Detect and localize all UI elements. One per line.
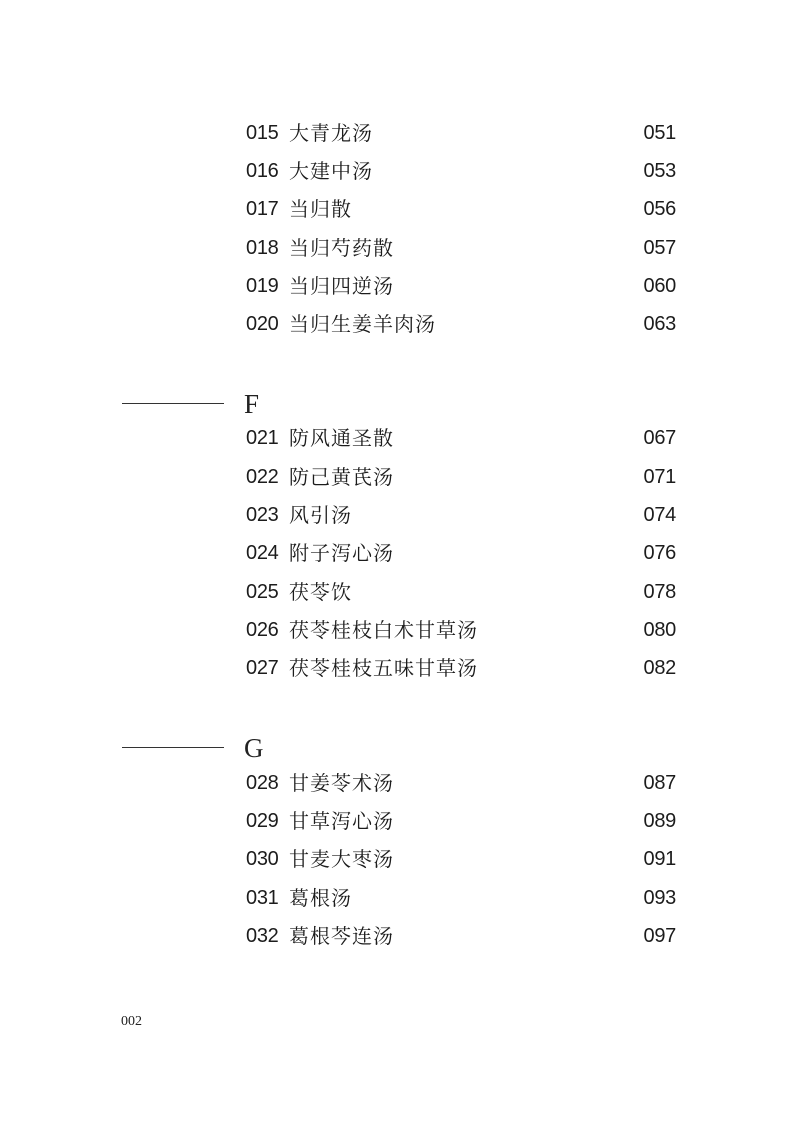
entry-title: 当归散 — [289, 197, 352, 221]
entry-number: 015 — [246, 122, 279, 144]
entry-page: 097 — [643, 925, 676, 947]
entry-title: 风引汤 — [289, 503, 352, 527]
entry-title: 大青龙汤 — [289, 121, 373, 145]
entry-page: 093 — [643, 887, 676, 909]
entry-page: 091 — [643, 848, 676, 870]
entry-title: 附子泻心汤 — [289, 541, 394, 565]
entry-number: 028 — [246, 772, 279, 794]
entry-page: 076 — [643, 542, 676, 564]
entry-page: 051 — [643, 122, 676, 144]
toc-entry[interactable] — [244, 267, 676, 305]
entry-title: 防己黄芪汤 — [289, 465, 394, 489]
entry-page: 071 — [643, 466, 676, 488]
entry-page: 053 — [643, 160, 676, 182]
toc-entry[interactable] — [244, 534, 676, 572]
toc-entry[interactable] — [244, 152, 676, 190]
toc-entry[interactable] — [244, 114, 676, 152]
entry-number: 019 — [246, 275, 279, 297]
entry-number: 024 — [246, 542, 279, 564]
entry-title: 甘麦大枣汤 — [289, 847, 394, 871]
entry-page: 089 — [643, 810, 676, 832]
entry-page: 063 — [643, 313, 676, 335]
toc-entry[interactable] — [244, 879, 676, 917]
entry-title: 当归芍药散 — [289, 236, 394, 260]
toc-entry[interactable] — [244, 573, 676, 611]
section-letter: G — [244, 733, 264, 763]
entry-title: 大建中汤 — [289, 159, 373, 183]
entry-title: 茯苓桂枝白术甘草汤 — [289, 618, 478, 642]
toc-entry[interactable] — [244, 764, 676, 802]
toc-entry[interactable] — [244, 840, 676, 878]
entry-number: 032 — [246, 925, 279, 947]
toc-entry[interactable] — [244, 305, 676, 343]
entry-number: 016 — [246, 160, 279, 182]
toc-entry[interactable] — [244, 229, 676, 267]
toc-entry[interactable] — [244, 496, 676, 534]
entry-page: 074 — [643, 504, 676, 526]
entry-page: 087 — [643, 772, 676, 794]
section-letter: F — [244, 389, 260, 419]
entry-page: 056 — [643, 198, 676, 220]
entry-title: 葛根芩连汤 — [289, 924, 394, 948]
entry-number: 020 — [246, 313, 279, 335]
section-divider-rule — [122, 747, 224, 748]
entry-page: 060 — [643, 275, 676, 297]
entry-number: 021 — [246, 427, 279, 449]
entry-page: 057 — [643, 237, 676, 259]
entry-title: 防风通圣散 — [289, 426, 394, 450]
entry-title: 茯苓桂枝五味甘草汤 — [289, 656, 478, 680]
entry-title: 当归四逆汤 — [289, 274, 394, 298]
entry-page: 067 — [643, 427, 676, 449]
entry-number: 022 — [246, 466, 279, 488]
entry-page: 078 — [643, 581, 676, 603]
entry-number: 026 — [246, 619, 279, 641]
entry-number: 027 — [246, 657, 279, 679]
toc-entry[interactable] — [244, 611, 676, 649]
entry-title: 葛根汤 — [289, 886, 352, 910]
entry-number: 030 — [246, 848, 279, 870]
entry-title: 甘姜苓术汤 — [289, 771, 394, 795]
entry-title: 甘草泻心汤 — [289, 809, 394, 833]
toc-entry[interactable] — [244, 802, 676, 840]
toc-entry[interactable] — [244, 190, 676, 228]
toc-entry[interactable] — [244, 649, 676, 687]
entry-number: 029 — [246, 810, 279, 832]
section-divider-rule — [122, 403, 224, 404]
entry-title: 当归生姜羊肉汤 — [289, 312, 436, 336]
toc-entry[interactable] — [244, 458, 676, 496]
entry-number: 031 — [246, 887, 279, 909]
entry-page: 080 — [643, 619, 676, 641]
entry-number: 017 — [246, 198, 279, 220]
toc-entry[interactable] — [244, 419, 676, 457]
entry-number: 018 — [246, 237, 279, 259]
entry-page: 082 — [643, 657, 676, 679]
entry-number: 023 — [246, 504, 279, 526]
entry-title: 茯苓饮 — [289, 580, 352, 604]
page-number: 002 — [121, 1014, 142, 1029]
toc-entry[interactable] — [244, 917, 676, 955]
entry-number: 025 — [246, 581, 279, 603]
